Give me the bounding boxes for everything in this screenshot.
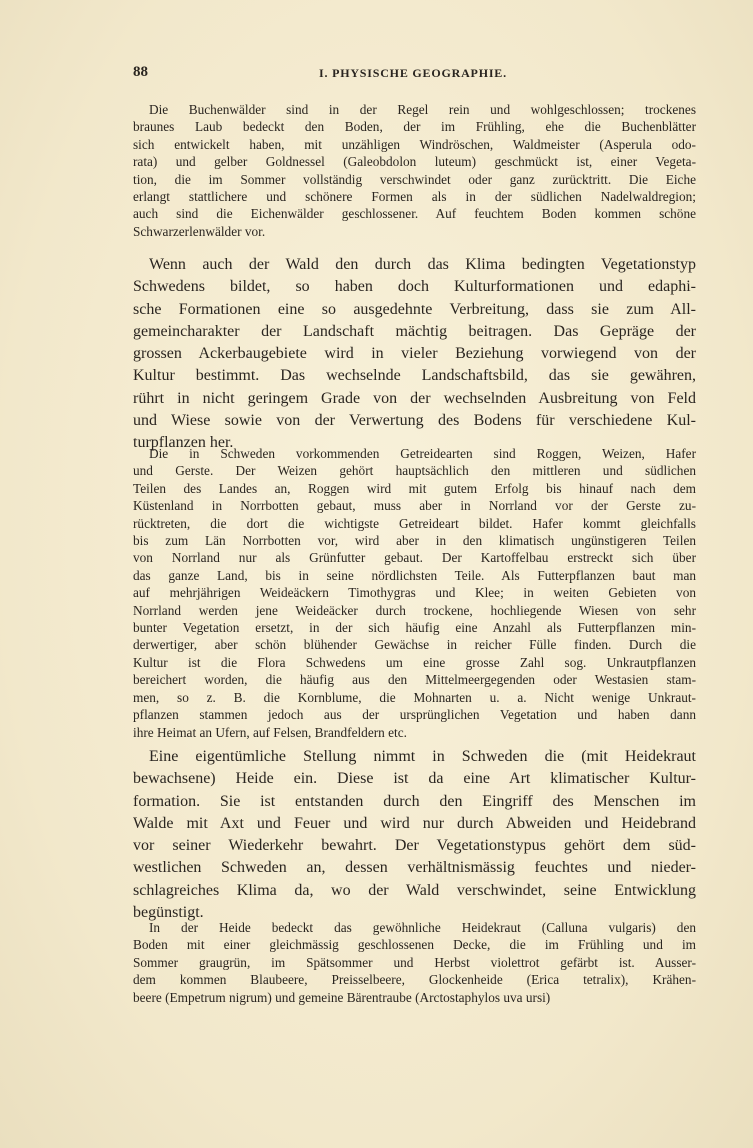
page-header — [133, 64, 695, 84]
text-line: Schwedens bildet, so haben doch Kulturformationen und edaphi- — [133, 278, 696, 296]
text-line: Wenn auch der Wald den durch das Klima bedingten Vegetationstyp — [149, 256, 696, 273]
paragraph-grain-crops — [133, 445, 696, 741]
text-line: bewachsene) Heide ein. Diese ist da eine Art klimatischer Kultur- — [133, 770, 696, 788]
text-line: rührt in nicht geringem Grade von der wechselnden Ausbreitung von Feld — [133, 389, 696, 407]
text-line: westlichen Schweden an, dessen verhältnismässig feuchtes und nieder- — [133, 859, 696, 877]
text-line: begünstigt. — [133, 904, 204, 922]
text-line: sich entwickelt haben, mit unzähligen Windröschen, Waldmeister (Asperula odo- — [133, 136, 696, 152]
paragraph-heather — [133, 919, 696, 1006]
text-line: ihre Heimat an Ufern, auf Felsen, Brandfeldern etc. — [133, 724, 407, 740]
text-line: auf mehrjährigen Weideäckern Timothygras und Klee; in weiten Gebieten von — [133, 585, 696, 601]
text-line: auch sind die Eichenwälder geschlossener. Auf feuchtem Boden kommen schöne — [133, 206, 696, 222]
page-number: 88 — [133, 64, 148, 80]
text-line: Die Buchenwälder sind in der Regel rein und wohlgeschlossen; trockenes — [149, 102, 696, 117]
text-line: und Wiese sowie von der Verwertung des Bodens für verschiedene Kul- — [133, 412, 696, 430]
text-line: formation. Sie ist entstanden durch den Eingriff des Menschen im — [133, 792, 696, 810]
text-line: In der Heide bedeckt das gewöhnliche Heidekraut (Calluna vulgaris) den — [149, 920, 696, 935]
text-line: braunes Laub bedeckt den Boden, der im Frühling, ehe die Buchenblätter — [133, 119, 696, 135]
running-head: I. PHYSISCHE GEOGRAPHIE. — [319, 66, 507, 80]
text-line: das ganze Land, bis in seine nördlichsten Teile. Als Futterpflanzen baut man — [133, 567, 696, 583]
text-line: men, so z. B. die Kornblume, die Mohnarten u. a. Nicht wenige Unkraut- — [133, 689, 696, 705]
text-line: bis zum Län Norrbotten vor, wird aber in den klimatisch ungünstigeren Teilen — [133, 533, 696, 549]
text-line: dem kommen Blaubeere, Preisselbeere, Glockenheide (Erica tetralix), Krähen- — [133, 972, 696, 988]
text-line: Eine eigentümliche Stellung nimmt in Schweden die (mit Heidekraut — [149, 748, 696, 765]
text-line: bereichert worden, die häufig aus den Mittelmeergegenden oder Westasien stam- — [133, 672, 696, 688]
paragraph-heath — [133, 746, 696, 924]
text-line: Küstenland in Norrbotten gebaut, muss aber in Norrland vor der Gerste zu- — [133, 498, 696, 514]
text-line: rata) und gelber Goldnessel (Galeobdolon luteum) geschmückt ist, einer Vegeta- — [133, 154, 696, 170]
text-line: schlagreiches Klima da, wo der Wald verschwindet, seine Entwicklung — [133, 881, 696, 899]
text-line: turpflanzen her. — [133, 434, 234, 452]
text-line: derwertiger, aber schön blühender Gewächse in reicher Fülle finden. Durch die — [133, 637, 696, 653]
text-line: pflanzen stammen jedoch aus der ursprünglichen Vegetation und haben dann — [133, 707, 696, 723]
text-line: und Gerste. Der Weizen gehört hauptsächlich den mittleren und südlichen — [133, 463, 696, 479]
text-line: tion, die im Sommer vollständig verschwindet oder ganz zurücktritt. Die Eiche — [133, 171, 696, 187]
text-line: vor seiner Wiederkehr bewahrt. Der Vegetationstypus gehört dem süd- — [133, 837, 696, 855]
text-line: Sommer graugrün, im Spätsommer und Herbst violettrot gefärbt ist. Ausser- — [133, 954, 696, 970]
text-line: Kultur bestimmt. Das wechselnde Landschaftsbild, das sie gewähren, — [133, 367, 696, 385]
text-line: rücktreten, die dort die wichtigste Getreideart bildet. Hafer kommt gleichfalls — [133, 515, 696, 531]
paragraph-vegetation-type — [133, 254, 696, 455]
text-line: Teilen des Landes an, Roggen wird mit gutem Erfolg bis hinauf nach dem — [133, 480, 696, 496]
text-line: Boden mit einer gleichmässig geschlossenen Decke, die im Frühling und im — [133, 937, 696, 953]
text-line: grossen Ackerbaugebiete wird in vieler Beziehung vorwiegend von der — [133, 345, 696, 363]
paragraph-beech-forests — [133, 101, 696, 240]
text-line: Walde mit Axt und Feuer und wird nur durch Abweiden und Heidebrand — [133, 814, 696, 832]
text-line: sche Formationen eine so ausgedehnte Verbreitung, dass sie zum All- — [133, 300, 696, 318]
text-line: bunter Vegetation ersetzt, in der sich häufig eine Anzahl als Futterpflanzen min- — [133, 620, 696, 636]
text-line: erlangt stattlichere und schönere Formen als in der südlichen Nadelwaldregion; — [133, 189, 696, 205]
text-line: von Norrland nur als Grünfutter gebaut. Der Kartoffelbau erstreckt sich über — [133, 550, 696, 566]
text-line: beere (Empetrum nigrum) und gemeine Bärentraube (Arctostaphylos uva ursi) — [133, 989, 551, 1005]
text-line: Die in Schweden vorkommenden Getreidearten sind Roggen, Weizen, Hafer — [149, 446, 696, 461]
text-line: Kultur ist die Flora Schwedens um eine grosse Zahl sog. Unkrautpflanzen — [133, 654, 696, 670]
text-line: Norrland werden jene Weideäcker durch trockene, hochliegende Wiesen von sehr — [133, 602, 696, 618]
text-line: Schwarzerlenwälder vor. — [133, 223, 266, 239]
text-line: gemeincharakter der Landschaft mächtig beitragen. Das Gepräge der — [133, 322, 696, 340]
